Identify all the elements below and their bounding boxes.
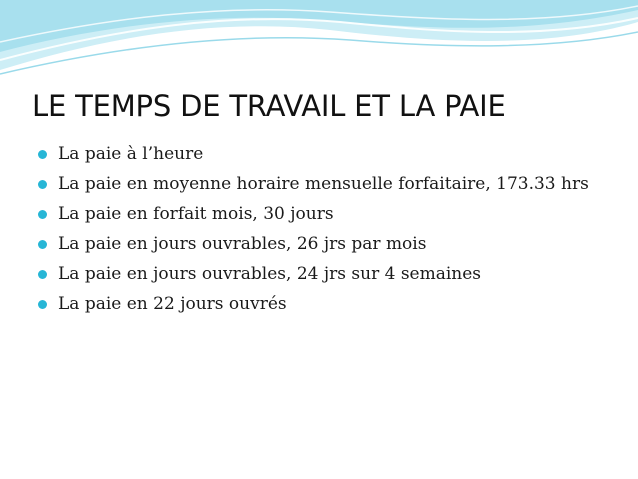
filled-circle-bullet-icon [38, 300, 47, 309]
bullet-text: La paie à l’heure [58, 144, 204, 164]
bullet-list [36, 143, 596, 323]
bullet-item-working-days-22 [36, 293, 596, 315]
wave-decoration [0, 0, 638, 90]
bullet-item-monthly-flat-rate [36, 203, 596, 225]
filled-circle-bullet-icon [38, 180, 47, 189]
bullet-item-monthly-average [36, 173, 596, 195]
filled-circle-bullet-icon [38, 210, 47, 219]
bullet-text: La paie en jours ouvrables, 26 jrs par mois [58, 234, 427, 254]
bullet-text: La paie en forfait mois, 30 jours [58, 204, 334, 224]
bullet-item-hourly-pay [36, 143, 596, 165]
filled-circle-bullet-icon [38, 150, 47, 159]
bullet-item-working-days-24 [36, 263, 596, 285]
bullet-text: La paie en jours ouvrables, 24 jrs sur 4 semaines [58, 264, 482, 284]
slide-title: LE TEMPS DE TRAVAIL ET LA PAIE [32, 89, 506, 123]
bullet-item-working-days-26 [36, 233, 596, 255]
filled-circle-bullet-icon [38, 270, 47, 279]
bullet-text: La paie en 22 jours ouvrés [58, 294, 287, 314]
filled-circle-bullet-icon [38, 240, 47, 249]
bullet-text: La paie en moyenne horaire mensuelle forfaitaire, 173.33 hrs [58, 174, 589, 194]
